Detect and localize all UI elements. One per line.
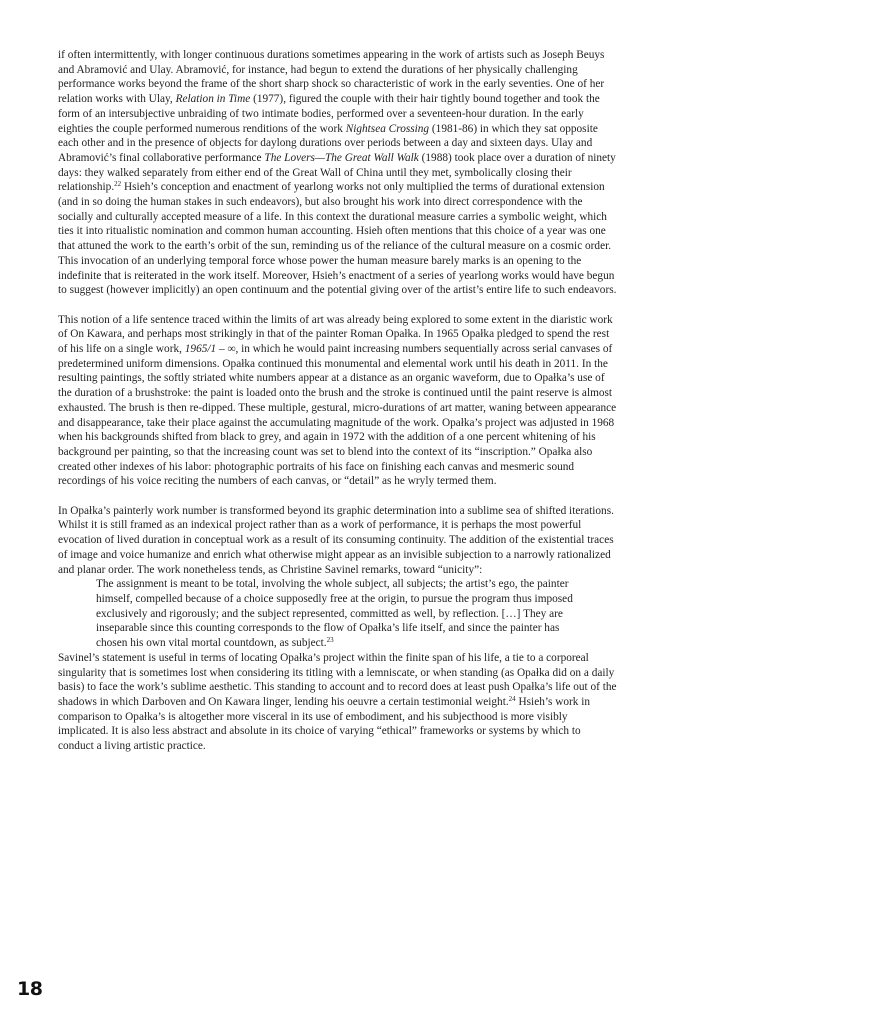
paragraph-opalka-painterly bbox=[58, 504, 618, 578]
text-run: if often intermittently, with longer continuous durations sometimes appearing in the work of artists such as Joseph Beuys and Abramović and Ulay. Abramović, for instance, had begun to extend the durations of her physically challenging performance works beyond the frame of the short sharp shock so characteristic of work in the early seventies. One of her relation works with Ulay, bbox=[58, 49, 605, 106]
text-run: Hsieh’s work in comparison to Opałka’s is altogether more visceral in its use of embodiment, and his subjecthood is more visibly implicated. It is also less abstract and absolute in its choice of varying “ethical” frameworks or systems by which to conduct a living artistic practice. bbox=[58, 695, 591, 753]
page-number: 18 bbox=[17, 978, 43, 1000]
paragraph-durations bbox=[58, 48, 618, 298]
italic-title: The Lovers—The Great Wall Walk bbox=[264, 151, 419, 164]
paragraph-life-sentence bbox=[58, 313, 618, 489]
footnote-marker: 24 bbox=[508, 694, 516, 703]
italic-title: Relation in Time bbox=[175, 93, 251, 106]
italic-title: Nightsea Crossing bbox=[345, 122, 430, 135]
text-run: Hsieh’s conception and enactment of yearlong works not only multiplied the terms of durational extension (and in so doing the human stakes in such endeavors), but also brought his work into direct correspondence with the socially and culturally accepted measure of a life. In this context the durational measure carries a symbolic weight, which ties it into ritualistic nomination and common human accounting. Hsieh often mentions that this choice of a year was one that attuned the work to the earth’s orbit of the sun, reminding us of the reliance of the cultural measure on a cosmic order. This invocation of an underlying temporal force whose power the human measure barely marks is an opening to the indefinite that is reiterated in the work itself. Moreover, Hsieh’s enactment of a series of yearlong works would have begun to suggest (however implicitly) an open continuum and the potential giving over of the artist’s entire life to such endeavors. bbox=[58, 181, 617, 297]
text-run: This notion of a life sentence traced within the limits of art was already being explored to some extent in the diaristic work of On Kawara, and perhaps most strikingly in that of the painter Roman Opałka. In 1965 Opałka pledged to spend the rest of his life on a single work, bbox=[58, 313, 613, 356]
paragraph-savinel-statement bbox=[58, 651, 618, 754]
text-run: , in which he would paint increasing numbers sequentially across serial canvases of predetermined uniform dimensions. Opałka continued this monumental and elemental work until his death in 2011. In the resulting paintings, the softly striated white numbers appear at a distance as an organic waveform, due to Opałka’s use of the duration of a brushstroke: the paint is loaded onto the brush and the stroke is continued until the paint reserve is almost exhausted. The brush is then re-dipped. These multiple, gestural, micro-durations of art matter, waning between appearance and disappearance, take their place against the accumulating magnitude of the work. Opałka’s project was adjusted in 1968 when his backgrounds shifted from black to grey, and again in 1972 with the addition of a one percent whitening of his background per painting, so that the increasing count was set to blend into the context of its “inscription.” Opałka also created other indexes of his labor: photographic portraits of his face on finishing each canvas and mesmeric sound recordings of his voice reciting the numbers of each canvas, or “detail” as he wryly termed them. bbox=[58, 343, 617, 488]
text-run: (1988) took place over a duration of ninety days: they walked separately from either end of the Great Wall of China until they met, symbolically closing their relationship. bbox=[58, 151, 616, 194]
italic-title: 1965/1 – ∞ bbox=[184, 343, 236, 356]
footnote-marker: 22 bbox=[114, 180, 122, 189]
text-run: Savinel’s statement is useful in terms of locating Opałka’s project within the finite span of his life, a tie to a corporeal singularity that is sometimes lost when considering its titling with a lemniscate, or when standing (as Opałka did on a daily basis) to face the work’s sublime aesthetic. This standing to account and to record does at least push Opałka’s life out of the shadows in which Darboven and On Kawara linger, lending his oeuvre a certain testimonial weight. bbox=[58, 651, 617, 708]
body-text bbox=[58, 48, 618, 754]
text-run: The assignment is meant to be total, involving the whole subject, all subjects; the artist’s ego, the painter himself, compelled because of a choice supposedly free at the origin, to pursue the program thus imposed exclusively and rigorously; and the subject represented, committed as well, by reflection. […] They are inseparable since this counting corresponds to the flow of Opałka’s life itself, and since the painter has chosen his own vital mortal countdown, as subject. bbox=[96, 578, 573, 650]
footnote-marker: 23 bbox=[326, 636, 334, 645]
savinel-blockquote bbox=[96, 577, 618, 651]
text-run: (1977), figured the couple with their hair tightly bound together and took the form of an intersubjective unbraiding of two intimate bodies, performed over a seventeen-hour duration. In the early eighties the couple performed numerous renditions of the work bbox=[58, 93, 600, 135]
text-run: (1981-86) in which they sat opposite each other and in the presence of objects for daylong durations over periods between a day and sixteen days. Ulay and Abramović’s final collaborative performance bbox=[58, 122, 598, 164]
text-run: In Opałka’s painterly work number is transformed beyond its graphic determination into a sublime sea of shifted iterations. Whilst it is still framed as an indexical project rather than as a work of performance, it is perhaps the most powerful evocation of lived duration in conceptual work as a result of its consuming continuity. The addition of the existential traces of image and voice humanize and enrich what otherwise might appear as an invisible subjection to a narrowly rationalized and planar order. The work nonetheless tends, as Christine Savinel remarks, toward “unicity”: bbox=[58, 504, 614, 576]
